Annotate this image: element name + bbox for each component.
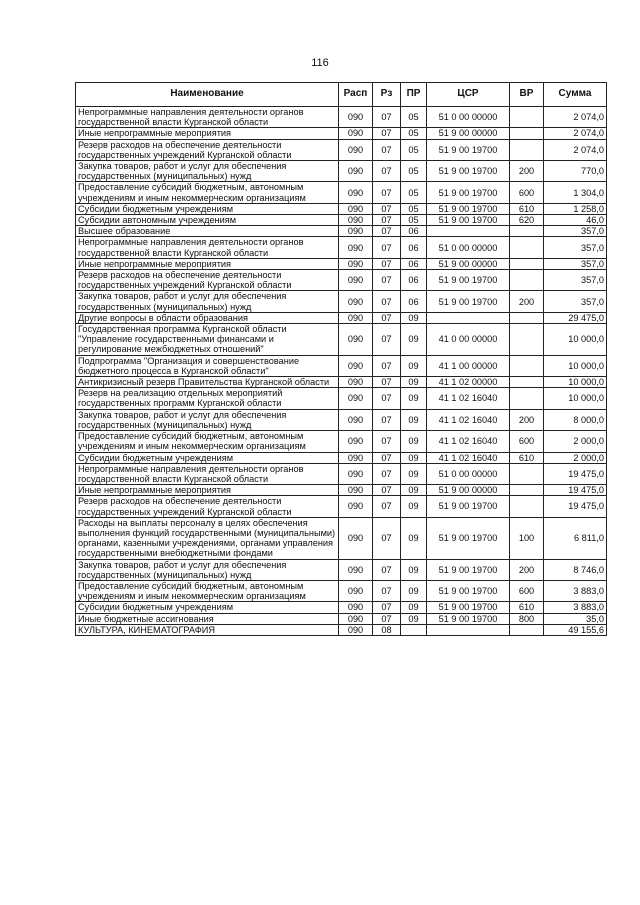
cell-vr xyxy=(510,258,544,269)
header-rasp: Расп xyxy=(339,83,373,107)
cell-rasp: 090 xyxy=(339,182,373,203)
cell-name: Закупка товаров, работ и услуг для обеспечения государственных (муниципальных) нужд xyxy=(76,409,339,430)
cell-rz: 07 xyxy=(373,431,401,452)
cell-rz: 07 xyxy=(373,355,401,376)
table-row xyxy=(76,624,607,635)
cell-rz: 07 xyxy=(373,215,401,226)
table-row xyxy=(76,517,607,559)
cell-sum: 19 475,0 xyxy=(544,485,607,496)
cell-pr: 09 xyxy=(401,452,427,463)
cell-sum: 19 475,0 xyxy=(544,463,607,484)
cell-rasp: 090 xyxy=(339,377,373,388)
cell-name: Иные непрограммные мероприятия xyxy=(76,128,339,139)
cell-vr: 610 xyxy=(510,452,544,463)
cell-vr xyxy=(510,624,544,635)
cell-csr: 51 0 00 00000 xyxy=(427,237,510,258)
cell-csr: 51 9 00 19700 xyxy=(427,139,510,160)
cell-rasp: 090 xyxy=(339,409,373,430)
table-row xyxy=(76,377,607,388)
cell-rasp: 090 xyxy=(339,452,373,463)
cell-csr: 51 9 00 00000 xyxy=(427,258,510,269)
cell-rasp: 090 xyxy=(339,161,373,182)
cell-pr: 05 xyxy=(401,203,427,214)
cell-rz: 07 xyxy=(373,161,401,182)
cell-name: Субсидии бюджетным учреждениям xyxy=(76,602,339,613)
cell-pr: 06 xyxy=(401,237,427,258)
cell-vr: 600 xyxy=(510,580,544,601)
cell-sum: 8 746,0 xyxy=(544,559,607,580)
cell-pr: 09 xyxy=(401,324,427,356)
cell-pr: 09 xyxy=(401,485,427,496)
table-row xyxy=(76,107,607,128)
cell-name: Закупка товаров, работ и услуг для обеспечения государственных (муниципальных) нужд xyxy=(76,559,339,580)
cell-name: Закупка товаров, работ и услуг для обеспечения государственных (муниципальных) нужд xyxy=(76,291,339,312)
cell-csr: 51 9 00 19700 xyxy=(427,602,510,613)
cell-sum: 19 475,0 xyxy=(544,496,607,517)
header-rz: Рз xyxy=(373,83,401,107)
table-row xyxy=(76,559,607,580)
cell-rz: 07 xyxy=(373,388,401,409)
cell-sum: 2 074,0 xyxy=(544,139,607,160)
cell-name: Иные непрограммные мероприятия xyxy=(76,258,339,269)
cell-vr xyxy=(510,226,544,237)
cell-name: Расходы на выплаты персоналу в целях обеспечения выполнения функций государственными (муниципальными) органами, казенными учреждениями, органами управления государственными внебюджетными фондами xyxy=(76,517,339,559)
cell-vr xyxy=(510,355,544,376)
cell-rasp: 090 xyxy=(339,270,373,291)
table-row xyxy=(76,355,607,376)
table-row xyxy=(76,409,607,430)
cell-rasp: 090 xyxy=(339,602,373,613)
cell-rz: 07 xyxy=(373,463,401,484)
cell-csr: 51 9 00 19700 xyxy=(427,291,510,312)
table-row xyxy=(76,139,607,160)
header-sum: Сумма xyxy=(544,83,607,107)
cell-rasp: 090 xyxy=(339,291,373,312)
cell-pr: 06 xyxy=(401,270,427,291)
cell-vr xyxy=(510,388,544,409)
cell-name: Субсидии бюджетным учреждениям xyxy=(76,452,339,463)
table-body xyxy=(76,107,607,636)
cell-csr: 51 9 00 00000 xyxy=(427,485,510,496)
cell-sum: 770,0 xyxy=(544,161,607,182)
cell-sum: 1 258,0 xyxy=(544,203,607,214)
cell-pr: 09 xyxy=(401,409,427,430)
cell-pr: 06 xyxy=(401,258,427,269)
cell-sum: 10 000,0 xyxy=(544,324,607,356)
cell-vr: 200 xyxy=(510,161,544,182)
table-row xyxy=(76,388,607,409)
cell-sum: 35,0 xyxy=(544,613,607,624)
cell-vr xyxy=(510,139,544,160)
cell-vr xyxy=(510,463,544,484)
cell-vr: 610 xyxy=(510,203,544,214)
cell-pr: 09 xyxy=(401,602,427,613)
table-row xyxy=(76,452,607,463)
cell-vr: 200 xyxy=(510,291,544,312)
cell-sum: 3 883,0 xyxy=(544,602,607,613)
cell-pr: 05 xyxy=(401,128,427,139)
cell-pr: 06 xyxy=(401,291,427,312)
cell-vr: 620 xyxy=(510,215,544,226)
cell-vr xyxy=(510,128,544,139)
table-row xyxy=(76,258,607,269)
cell-pr: 09 xyxy=(401,613,427,624)
cell-rz: 07 xyxy=(373,559,401,580)
cell-csr: 41 1 02 16040 xyxy=(427,452,510,463)
cell-name: Предоставление субсидий бюджетным, автономным учреждениям и иным некоммерческим организациям xyxy=(76,431,339,452)
cell-vr: 200 xyxy=(510,559,544,580)
budget-table xyxy=(75,82,607,636)
cell-vr xyxy=(510,485,544,496)
cell-sum: 29 475,0 xyxy=(544,312,607,323)
cell-name: Резерв на реализацию отдельных мероприятий государственных программ Курганской области xyxy=(76,388,339,409)
table-row xyxy=(76,580,607,601)
cell-name: Закупка товаров, работ и услуг для обеспечения государственных (муниципальных) нужд xyxy=(76,161,339,182)
cell-csr: 41 1 02 16040 xyxy=(427,431,510,452)
table-row xyxy=(76,463,607,484)
cell-rasp: 090 xyxy=(339,258,373,269)
cell-rz: 07 xyxy=(373,226,401,237)
cell-sum: 8 000,0 xyxy=(544,409,607,430)
cell-rz: 07 xyxy=(373,409,401,430)
cell-csr: 41 1 02 16040 xyxy=(427,409,510,430)
cell-rz: 07 xyxy=(373,602,401,613)
cell-pr: 09 xyxy=(401,517,427,559)
cell-csr: 51 9 00 19700 xyxy=(427,613,510,624)
cell-rz: 07 xyxy=(373,237,401,258)
cell-vr xyxy=(510,496,544,517)
cell-sum: 357,0 xyxy=(544,226,607,237)
cell-rz: 07 xyxy=(373,580,401,601)
cell-rz: 07 xyxy=(373,291,401,312)
cell-csr: 41 1 02 00000 xyxy=(427,377,510,388)
cell-rz: 07 xyxy=(373,485,401,496)
cell-vr xyxy=(510,377,544,388)
cell-rasp: 090 xyxy=(339,624,373,635)
cell-name: Государственная программа Курганской области "Управление государственными финансами и регулирование межбюджетных отношений" xyxy=(76,324,339,356)
header-name: Наименование xyxy=(76,83,339,107)
cell-name: Другие вопросы в области образования xyxy=(76,312,339,323)
table-row xyxy=(76,431,607,452)
cell-rasp: 090 xyxy=(339,312,373,323)
cell-rz: 07 xyxy=(373,139,401,160)
cell-rz: 07 xyxy=(373,377,401,388)
cell-pr: 09 xyxy=(401,559,427,580)
cell-rasp: 090 xyxy=(339,324,373,356)
cell-rasp: 090 xyxy=(339,517,373,559)
cell-pr: 09 xyxy=(401,377,427,388)
cell-csr: 51 9 00 19700 xyxy=(427,215,510,226)
cell-pr: 09 xyxy=(401,431,427,452)
cell-sum: 10 000,0 xyxy=(544,355,607,376)
cell-rasp: 090 xyxy=(339,559,373,580)
cell-vr: 600 xyxy=(510,182,544,203)
cell-csr: 51 9 00 19700 xyxy=(427,559,510,580)
cell-pr: 09 xyxy=(401,496,427,517)
header-vr: ВР xyxy=(510,83,544,107)
cell-rz: 07 xyxy=(373,107,401,128)
cell-rz: 07 xyxy=(373,270,401,291)
cell-rz: 07 xyxy=(373,496,401,517)
cell-rasp: 090 xyxy=(339,355,373,376)
cell-rasp: 090 xyxy=(339,226,373,237)
cell-name: Резерв расходов на обеспечение деятельности государственных учреждений Курганской области xyxy=(76,139,339,160)
cell-rasp: 090 xyxy=(339,139,373,160)
cell-name: Предоставление субсидий бюджетным, автономным учреждениям и иным некоммерческим организациям xyxy=(76,182,339,203)
cell-pr: 09 xyxy=(401,312,427,323)
cell-sum: 10 000,0 xyxy=(544,377,607,388)
cell-name: Предоставление субсидий бюджетным, автономным учреждениям и иным некоммерческим организациям xyxy=(76,580,339,601)
cell-csr: 51 9 00 19700 xyxy=(427,270,510,291)
cell-rz: 07 xyxy=(373,258,401,269)
cell-pr: 09 xyxy=(401,580,427,601)
cell-pr: 05 xyxy=(401,107,427,128)
cell-sum: 6 811,0 xyxy=(544,517,607,559)
cell-sum: 2 074,0 xyxy=(544,107,607,128)
cell-rasp: 090 xyxy=(339,431,373,452)
cell-rasp: 090 xyxy=(339,580,373,601)
cell-csr: 41 1 02 16040 xyxy=(427,388,510,409)
cell-rz: 07 xyxy=(373,312,401,323)
cell-pr: 09 xyxy=(401,355,427,376)
table-row xyxy=(76,237,607,258)
cell-csr: 51 9 00 19700 xyxy=(427,517,510,559)
cell-pr: 05 xyxy=(401,139,427,160)
cell-sum: 2 000,0 xyxy=(544,452,607,463)
cell-sum: 49 155,6 xyxy=(544,624,607,635)
cell-csr: 51 9 00 00000 xyxy=(427,128,510,139)
cell-vr: 200 xyxy=(510,409,544,430)
cell-rasp: 090 xyxy=(339,485,373,496)
cell-rz: 08 xyxy=(373,624,401,635)
table-row xyxy=(76,602,607,613)
cell-pr: 05 xyxy=(401,161,427,182)
table-row xyxy=(76,203,607,214)
cell-sum: 2 000,0 xyxy=(544,431,607,452)
cell-rz: 07 xyxy=(373,128,401,139)
cell-sum: 357,0 xyxy=(544,270,607,291)
table-row xyxy=(76,161,607,182)
cell-vr xyxy=(510,312,544,323)
table-row xyxy=(76,613,607,624)
cell-rasp: 090 xyxy=(339,388,373,409)
table-row xyxy=(76,312,607,323)
cell-vr xyxy=(510,107,544,128)
cell-rasp: 090 xyxy=(339,496,373,517)
cell-name: Подпрограмма "Организация и совершенствование бюджетного процесса в Курганской области" xyxy=(76,355,339,376)
cell-csr: 41 0 00 00000 xyxy=(427,324,510,356)
cell-vr xyxy=(510,270,544,291)
cell-name: Субсидии бюджетным учреждениям xyxy=(76,203,339,214)
table-row xyxy=(76,226,607,237)
table-header-row xyxy=(76,83,607,107)
cell-pr: 09 xyxy=(401,463,427,484)
cell-csr: 41 1 00 00000 xyxy=(427,355,510,376)
cell-rasp: 090 xyxy=(339,203,373,214)
cell-pr xyxy=(401,624,427,635)
cell-rz: 07 xyxy=(373,324,401,356)
cell-rasp: 090 xyxy=(339,237,373,258)
cell-name: Непрограммные направления деятельности органов государственной власти Курганской области xyxy=(76,107,339,128)
cell-rz: 07 xyxy=(373,203,401,214)
table-row xyxy=(76,485,607,496)
cell-sum: 46,0 xyxy=(544,215,607,226)
cell-sum: 357,0 xyxy=(544,291,607,312)
cell-rz: 07 xyxy=(373,452,401,463)
cell-name: Непрограммные направления деятельности органов государственной власти Курганской области xyxy=(76,463,339,484)
cell-name: Антикризисный резерв Правительства Курганской области xyxy=(76,377,339,388)
cell-name: Высшее образование xyxy=(76,226,339,237)
table-row xyxy=(76,215,607,226)
cell-rasp: 090 xyxy=(339,463,373,484)
cell-name: Резерв расходов на обеспечение деятельности государственных учреждений Курганской области xyxy=(76,496,339,517)
cell-pr: 06 xyxy=(401,226,427,237)
cell-vr: 600 xyxy=(510,431,544,452)
cell-csr: 51 9 00 19700 xyxy=(427,496,510,517)
cell-sum: 1 304,0 xyxy=(544,182,607,203)
cell-name: КУЛЬТУРА, КИНЕМАТОГРАФИЯ xyxy=(76,624,339,635)
cell-csr xyxy=(427,624,510,635)
cell-name: Иные непрограммные мероприятия xyxy=(76,485,339,496)
cell-vr: 610 xyxy=(510,602,544,613)
cell-rasp: 090 xyxy=(339,613,373,624)
cell-csr: 51 9 00 19700 xyxy=(427,203,510,214)
table-row xyxy=(76,291,607,312)
cell-rasp: 090 xyxy=(339,107,373,128)
cell-vr xyxy=(510,237,544,258)
cell-pr: 09 xyxy=(401,388,427,409)
table-row xyxy=(76,270,607,291)
cell-sum: 10 000,0 xyxy=(544,388,607,409)
header-pr: ПР xyxy=(401,83,427,107)
cell-vr xyxy=(510,324,544,356)
cell-rasp: 090 xyxy=(339,215,373,226)
table-row xyxy=(76,496,607,517)
table-row xyxy=(76,182,607,203)
cell-vr: 800 xyxy=(510,613,544,624)
cell-csr: 51 0 00 00000 xyxy=(427,463,510,484)
cell-csr xyxy=(427,226,510,237)
cell-rz: 07 xyxy=(373,517,401,559)
cell-csr xyxy=(427,312,510,323)
cell-pr: 05 xyxy=(401,215,427,226)
table-row xyxy=(76,128,607,139)
header-csr: ЦСР xyxy=(427,83,510,107)
cell-rasp: 090 xyxy=(339,128,373,139)
table-row xyxy=(76,324,607,356)
cell-rz: 07 xyxy=(373,182,401,203)
cell-rz: 07 xyxy=(373,613,401,624)
cell-sum: 357,0 xyxy=(544,258,607,269)
cell-name: Субсидии автономным учреждениям xyxy=(76,215,339,226)
cell-sum: 3 883,0 xyxy=(544,580,607,601)
cell-name: Иные бюджетные ассигнования xyxy=(76,613,339,624)
cell-csr: 51 9 00 19700 xyxy=(427,182,510,203)
cell-name: Непрограммные направления деятельности органов государственной власти Курганской области xyxy=(76,237,339,258)
cell-csr: 51 9 00 19700 xyxy=(427,580,510,601)
page-number: 116 xyxy=(311,57,329,69)
cell-pr: 05 xyxy=(401,182,427,203)
cell-sum: 357,0 xyxy=(544,237,607,258)
cell-csr: 51 9 00 19700 xyxy=(427,161,510,182)
cell-sum: 2 074,0 xyxy=(544,128,607,139)
cell-csr: 51 0 00 00000 xyxy=(427,107,510,128)
cell-name: Резерв расходов на обеспечение деятельности государственных учреждений Курганской области xyxy=(76,270,339,291)
cell-vr: 100 xyxy=(510,517,544,559)
